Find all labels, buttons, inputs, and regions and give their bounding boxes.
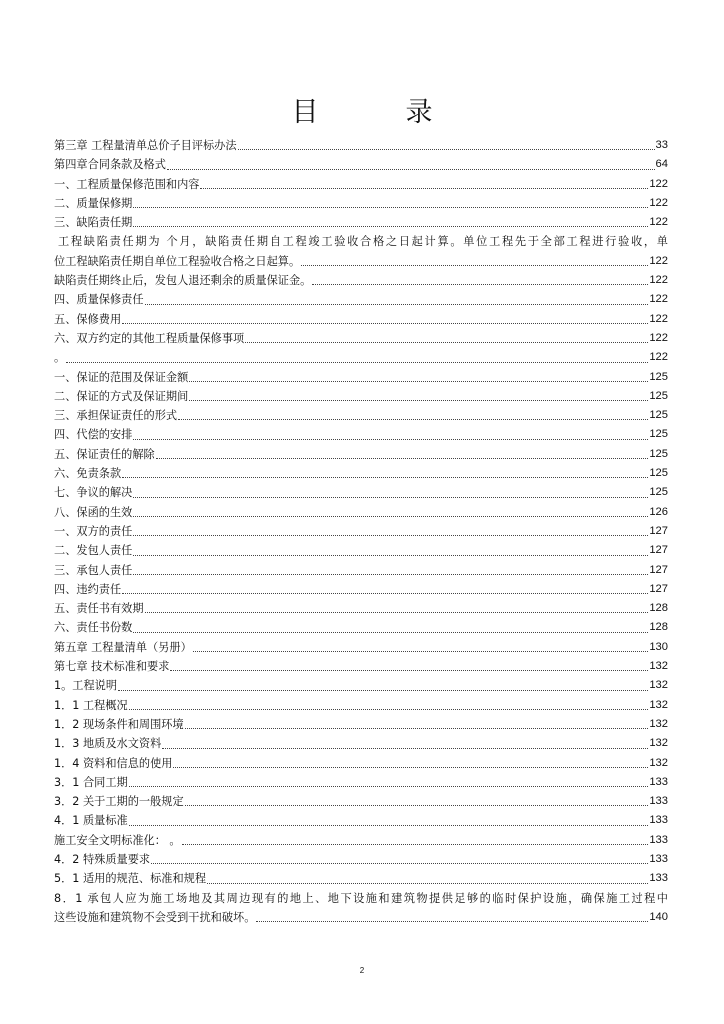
toc-entry-text: 。	[54, 351, 66, 365]
toc-entry	[54, 908, 668, 927]
dot-leader	[207, 882, 648, 884]
dot-leader	[178, 418, 648, 420]
toc-page-number: 125	[649, 467, 668, 480]
toc-page-number: 132	[649, 660, 668, 673]
toc-entry[interactable]	[54, 271, 668, 290]
toc-page-number: 132	[649, 756, 668, 769]
dot-leader	[133, 496, 648, 498]
dot-leader	[133, 554, 648, 556]
toc-entry-text: 八、保函的生效	[54, 505, 133, 519]
toc-entry-text: 六、责任书份数	[54, 621, 133, 635]
page-number-footer: 2	[359, 966, 365, 975]
dot-leader	[193, 650, 649, 652]
toc-page-number: 127	[649, 582, 668, 595]
toc-entry-text: 六、双方约定的其他工程质量保修事项	[54, 331, 245, 345]
dot-leader	[245, 341, 648, 343]
toc-entry[interactable]	[54, 406, 668, 425]
toc-entry-text: 四、质量保修责任	[54, 293, 144, 307]
toc-entry-text: 七、争议的解决	[54, 486, 133, 500]
toc-entry-text: 二、保证的方式及保证期间	[54, 389, 189, 403]
toc-entry[interactable]	[54, 869, 668, 888]
toc-entry[interactable]	[54, 310, 668, 329]
toc-entry[interactable]	[54, 773, 668, 792]
toc-entry-text: 4．1 质量标准	[54, 814, 128, 828]
toc-entry[interactable]	[54, 850, 668, 869]
toc-page-number: 125	[649, 447, 668, 460]
toc-entry[interactable]	[54, 792, 668, 811]
dot-leader	[156, 457, 649, 459]
toc-page-number: 33	[655, 139, 668, 151]
dot-leader	[133, 225, 648, 227]
toc-page-number: 127	[649, 524, 668, 537]
toc-entry-text: 位工程缺陷责任期自单位工程验收合格之日起算。	[54, 254, 301, 268]
toc-page-number: 133	[649, 852, 668, 865]
toc-entry[interactable]	[54, 503, 668, 522]
toc-entry[interactable]	[54, 445, 668, 464]
toc-page-number: 122	[649, 351, 668, 364]
toc-entry[interactable]	[54, 387, 668, 406]
toc-page-number: 122	[649, 254, 668, 267]
toc-page-number: 133	[649, 775, 668, 788]
toc-entry[interactable]	[54, 136, 668, 155]
toc-page-number: 140	[649, 910, 668, 923]
toc-entry-text: 第四章合同条款及格式	[54, 158, 166, 172]
table-of-contents	[54, 136, 668, 927]
toc-entry[interactable]	[54, 213, 668, 232]
dot-leader	[133, 534, 648, 536]
dot-leader	[256, 920, 648, 922]
toc-entry[interactable]	[54, 676, 668, 695]
toc-entry-text: 三、承担保证责任的形式	[54, 409, 178, 423]
toc-entry-text: 4．2 特殊质量要求	[54, 852, 151, 866]
toc-entry[interactable]	[54, 425, 668, 444]
toc-entry-text: 第三章 工程量清单总价子目评标办法	[54, 139, 237, 152]
toc-entry-text-line1: 8．1 承包人应为施工场地及其周边现有的地上、地下设施和建筑物提供足够的临时保护设施，确保施工过程中	[54, 891, 668, 905]
toc-entry-text-line1: 工程缺陷责任期为 个月，缺陷责任期自工程竣工验收合格之日起计算。单位工程先于全部工程进行验收，单	[58, 235, 668, 249]
toc-entry-text: 1。工程说明	[54, 679, 118, 693]
dot-leader	[129, 785, 649, 787]
toc-page-number: 122	[649, 177, 668, 190]
dot-leader	[312, 283, 648, 285]
toc-entry[interactable]	[54, 522, 668, 541]
toc-entry[interactable]	[54, 561, 668, 580]
dot-leader	[122, 476, 648, 478]
toc-page-number: 128	[649, 621, 668, 634]
toc-entry	[54, 252, 668, 271]
dot-leader	[145, 611, 649, 613]
toc-entry-text: 四、违约责任	[54, 582, 122, 596]
dot-leader	[122, 592, 648, 594]
toc-entry[interactable]	[54, 580, 668, 599]
toc-page-number: 127	[649, 563, 668, 576]
toc-entry[interactable]	[54, 368, 668, 387]
page-title: 目 录	[291, 97, 463, 128]
toc-entry-text: 3．1 合同工期	[54, 775, 128, 789]
dot-leader	[301, 264, 648, 266]
toc-entry[interactable]	[54, 348, 668, 367]
toc-entry-wrapped[interactable]	[54, 232, 668, 271]
dot-leader	[189, 399, 648, 401]
dot-leader	[133, 515, 648, 517]
dot-leader	[200, 187, 648, 189]
toc-page-number: 125	[649, 486, 668, 499]
toc-page-number: 133	[649, 795, 668, 808]
toc-entry-text: 四、代偿的安排	[54, 428, 133, 442]
toc-entry[interactable]	[54, 811, 668, 830]
toc-entry-text: 1．3 地质及水文资料	[54, 737, 162, 751]
toc-page-number: 64	[655, 158, 668, 171]
toc-page-number: 130	[649, 640, 668, 653]
dot-leader	[185, 804, 649, 806]
toc-entry-text: 1．2 现场条件和周围环境	[54, 717, 184, 731]
dot-leader	[182, 843, 649, 845]
dot-leader	[118, 689, 648, 691]
dot-leader	[145, 303, 649, 305]
toc-entry-text: 缺陷责任期终止后，发包人退还剩余的质量保证金。	[54, 274, 312, 288]
dot-leader	[133, 631, 648, 633]
toc-entry[interactable]	[54, 464, 668, 483]
dot-leader	[151, 862, 648, 864]
toc-page-number: 133	[649, 872, 668, 885]
toc-page-number: 125	[649, 409, 668, 422]
toc-page-number: 122	[649, 293, 668, 306]
toc-entry[interactable]	[54, 599, 668, 618]
toc-page-number: 132	[649, 737, 668, 750]
toc-entry[interactable]	[54, 754, 668, 773]
dot-leader	[66, 361, 648, 363]
toc-entry-text: 一、保证的范围及保证金额	[54, 370, 189, 384]
toc-entry-text: 第七章 技术标准和要求	[54, 660, 170, 674]
toc-entry-text: 一、双方的责任	[54, 524, 133, 538]
toc-entry-wrapped[interactable]	[54, 889, 668, 928]
toc-entry[interactable]	[54, 290, 668, 309]
toc-page-number: 125	[649, 389, 668, 402]
toc-entry[interactable]	[54, 618, 668, 637]
toc-page-number: 132	[649, 698, 668, 711]
dot-leader	[133, 573, 648, 575]
toc-entry-text: 六、免责条款	[54, 467, 122, 481]
toc-entry[interactable]	[54, 175, 668, 194]
toc-entry-text: 三、缺陷责任期	[54, 216, 133, 230]
dot-leader	[133, 438, 648, 440]
toc-entry[interactable]	[54, 831, 668, 850]
toc-entry[interactable]	[54, 696, 668, 715]
dot-leader	[170, 669, 648, 671]
toc-entry[interactable]	[54, 715, 668, 734]
toc-page-number: 133	[649, 833, 668, 846]
toc-entry-text: 二、质量保修期	[54, 196, 133, 210]
dot-leader	[162, 747, 648, 749]
toc-page-number: 122	[649, 216, 668, 229]
dot-leader	[167, 168, 655, 170]
toc-entry-text: 第五章 工程量清单（另册）	[54, 640, 192, 654]
toc-entry-text: 1．4 资料和信息的使用	[54, 756, 173, 770]
dot-leader	[122, 322, 648, 324]
toc-page-number: 127	[649, 544, 668, 557]
dot-leader	[185, 727, 649, 729]
toc-entry-text: 3．2 关于工期的一般规定	[54, 795, 184, 809]
toc-page-number: 122	[649, 274, 668, 287]
toc-page-number: 125	[649, 370, 668, 383]
dot-leader	[129, 824, 649, 826]
toc-page-number: 128	[649, 602, 668, 615]
toc-entry[interactable]	[54, 483, 668, 502]
toc-page-number: 132	[649, 717, 668, 730]
toc-entry-text: 这些设施和建筑物不会受到干扰和破坏。	[54, 910, 256, 924]
toc-entry-text: 五、保证责任的解除	[54, 447, 155, 461]
dot-leader	[189, 380, 648, 382]
toc-entry[interactable]	[54, 329, 668, 348]
toc-entry[interactable]	[54, 657, 668, 676]
toc-entry[interactable]	[54, 638, 668, 657]
toc-entry-text: 5．1 适用的规范、标准和规程	[54, 872, 207, 886]
toc-page-number: 126	[649, 505, 668, 518]
toc-entry-text: 施工安全文明标准化： 。	[54, 833, 181, 847]
dot-leader	[133, 206, 648, 208]
dot-leader	[129, 708, 649, 710]
toc-entry-text: 1．1 工程概况	[54, 698, 128, 712]
toc-entry-text: 五、保修费用	[54, 312, 122, 326]
toc-page-number: 132	[649, 679, 668, 692]
toc-page-number: 133	[649, 814, 668, 827]
toc-entry[interactable]	[54, 734, 668, 753]
toc-page-number: 122	[649, 312, 668, 325]
toc-page-number: 125	[649, 428, 668, 441]
toc-entry-text: 二、发包人责任	[54, 544, 133, 558]
toc-entry[interactable]	[54, 194, 668, 213]
toc-entry-text: 三、承包人责任	[54, 563, 133, 577]
toc-page-number: 122	[649, 331, 668, 344]
toc-entry[interactable]	[54, 155, 668, 174]
toc-page-number: 122	[649, 196, 668, 209]
toc-entry-text: 一、工程质量保修范围和内容	[54, 177, 200, 191]
toc-entry[interactable]	[54, 541, 668, 560]
dot-leader	[173, 766, 648, 768]
toc-entry-text: 五、责任书有效期	[54, 602, 144, 616]
dot-leader	[238, 148, 655, 150]
